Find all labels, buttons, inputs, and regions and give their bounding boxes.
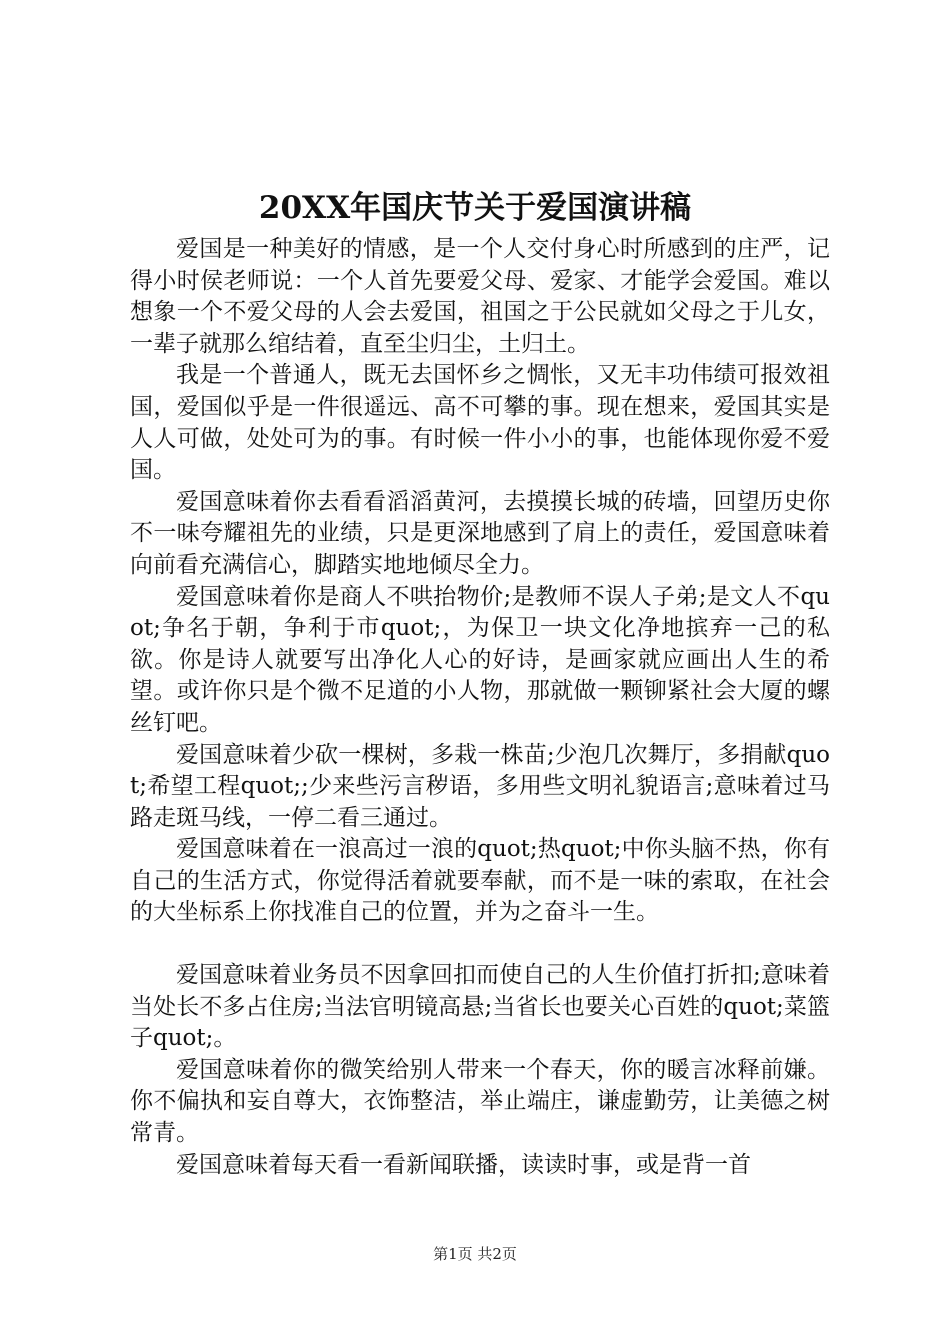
paragraph-3: 爱国意味着你去看看滔滔黄河，去摸摸长城的砖墙，回望历史你不一味夸耀祖先的业绩，只是更深地感到了肩上的责任，爱国意味着向前看充满信心，脚踏实地地倾尽全力。 xyxy=(130,488,830,578)
paragraph-9: 爱国意味着每天看一看新闻联播，读读时事，或是背一首 xyxy=(176,1151,751,1178)
paragraph-2: 我是一个普通人，既无去国怀乡之惆怅，又无丰功伟绩可报效祖国，爱国似乎是一件很遥远、高不可攀的事。现在想来，爱国其实是人人可做，处处可为的事。有时候一件小小的事，也能体现你爱不爱国。 xyxy=(130,362,830,484)
paragraph-spacer xyxy=(130,929,830,960)
paragraph-8: 爱国意味着你的微笑给别人带来一个春天，你的暖言冰释前嫌。你不偏执和妄自尊大，衣饰整洁，举止端庄，谦虚勤劳，让美德之树常青。 xyxy=(130,1056,830,1147)
document-body xyxy=(130,234,830,1181)
document-title: 20XX年国庆节关于爱国演讲稿 xyxy=(258,190,692,226)
paragraph-5: 爱国意味着少砍一棵树，多栽一株苗;少泡几次舞厅，多捐献quot;希望工程quot;;少来些污言秽语，多用些文明礼貌语言;意味着过马路走斑马线，一停二看三通过。 xyxy=(130,741,830,831)
paragraph-6: 爱国意味着在一浪高过一浪的quot;热quot;中你头脑不热，你有自己的生活方式，你觉得活着就要奉献，而不是一味的索取，在社会的大坐标系上你找准自己的位置，并为之奋斗一生。 xyxy=(130,836,830,926)
paragraph-7: 爱国意味着业务员不因拿回扣而使自己的人生价值打折扣;意味着当处长不多占住房;当法官明镜高悬;当省长也要关心百姓的quot;菜篮子quot;。 xyxy=(130,962,830,1052)
paragraph-1: 爱国是一种美好的情感，是一个人交付身心时所感到的庄严，记得小时侯老师说：一个人首先要爱父母、爱家、才能学会爱国。难以想象一个不爱父母的人会去爱国，祖国之于公民就如父母之于儿女，一辈子就那么绾结着，直至尘归尘，土归土。 xyxy=(130,236,830,357)
paragraph-4: 爱国意味着你是商人不哄抬物价;是教师不误人子弟;是文人不quot;争名于朝，争利于市quot;，为保卫一块文化净地摈弃一己的私欲。你是诗人就要写出净化人心的好诗，是画家就应画出人生的希望。或许你只是个微不足道的小人物，那就做一颗铆紧社会大厦的螺丝钉吧。 xyxy=(130,583,830,736)
page-footer: 第1页 共2页 xyxy=(433,1245,517,1263)
